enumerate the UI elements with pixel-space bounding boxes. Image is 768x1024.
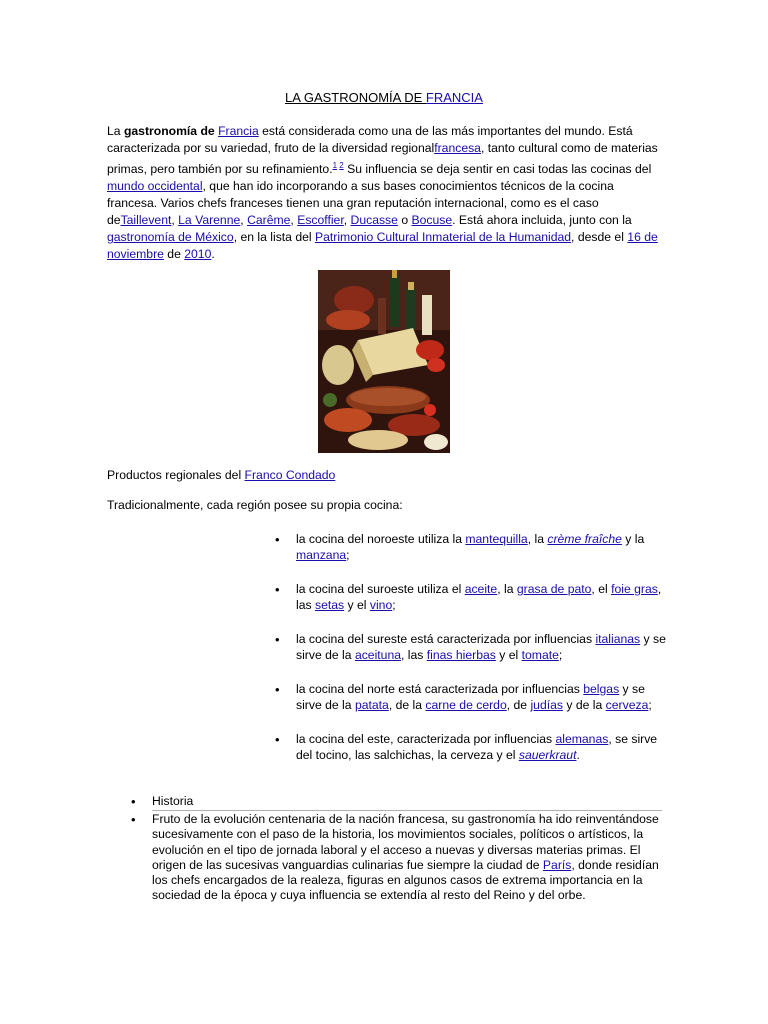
item-text: ; (648, 697, 652, 712)
item-text: , las (401, 647, 427, 662)
link-francesa[interactable]: francesa (434, 141, 481, 155)
link-setas[interactable]: setas (314, 597, 345, 612)
intro-text: Su influencia se deja sentir en casi todas las cocinas del (343, 162, 652, 177)
link-taillevent[interactable]: Taillevent (120, 213, 172, 228)
item-text: la cocina del este, caracterizada por influencias (296, 732, 556, 746)
intro-text: , que han ido incorporando a sus bases conocimientos técnicos de la cocina francesa. Varios chefs franceses tienen una gran reputación internacional, como es el caso de (107, 179, 614, 228)
item-text: , la (527, 532, 548, 546)
link-aceituna[interactable]: aceituna (354, 647, 402, 662)
regional-cuisine-list (296, 532, 666, 782)
food-still-life-image (318, 270, 450, 453)
intro-text: , en la lista del (233, 230, 315, 245)
intro-text: está considerada como una de las más importantes del mundo. Está caracterizada por su variedad, fruto de la diversidad regional (107, 124, 633, 155)
intro-bold-text: gastronomía de (123, 124, 219, 138)
item-text: , la (497, 582, 517, 596)
item-text: , de la (388, 697, 426, 712)
item-text: la cocina del norte está caracterizada por influencias (296, 682, 584, 696)
item-text: la cocina del sureste está caracterizada por influencias (296, 632, 596, 646)
link-aceite[interactable]: aceite (464, 582, 498, 596)
link-mundo-occidental[interactable]: mundo occidental (107, 179, 203, 194)
item-text: . (576, 747, 580, 762)
item-text: , las (296, 582, 662, 612)
item-text: y de la (562, 697, 606, 712)
link-italianas[interactable]: italianas (595, 632, 641, 646)
item-text: y la (621, 532, 645, 546)
history-paragraph (152, 812, 662, 903)
item-text: ; (346, 547, 350, 562)
intro-text: , (290, 213, 298, 228)
intro-text: , desde el (571, 230, 628, 245)
item-text: , se sirve del tocino, las salchichas, la cerveza y el (296, 732, 658, 762)
intro-text: o (397, 213, 412, 228)
link-franco-condado[interactable]: Franco Condado (244, 468, 336, 482)
intro-text: . (211, 247, 215, 262)
link-tomate[interactable]: tomate (521, 647, 559, 662)
title-link-francia[interactable]: FRANCIA (425, 90, 483, 105)
page-title (0, 90, 768, 105)
history-text: , donde residían los chefs encargados de la realeza, figuras en algunos casos de extrema importancia en la sociedad de la época y cuya influencia se extendía al resto del Reino y del orbe. (152, 857, 659, 903)
intro-text: de (163, 247, 185, 262)
link-patata[interactable]: patata (354, 697, 389, 712)
footnote-1[interactable]: 1 (332, 161, 338, 170)
link-francia[interactable]: Francia (218, 124, 259, 138)
link-patrimonio[interactable]: Patrimonio Cultural Inmaterial de la Humanidad (314, 230, 572, 245)
item-text: ; (392, 597, 396, 612)
link-creme-fraiche[interactable]: crème fraîche (547, 532, 622, 546)
intro-text: , tanto cultural como de materias primas, pero también por su refinamiento. (107, 141, 658, 177)
history-heading: • Historia (152, 794, 662, 811)
item-text: ; (558, 647, 563, 662)
intro-text: , (240, 213, 248, 228)
link-belgas[interactable]: belgas (583, 682, 620, 696)
traditional-paragraph: Tradicionalmente, cada región posee su propia cocina: (107, 498, 403, 512)
photo-caption (107, 468, 335, 482)
intro-text: . Está ahora incluida, junto con la (452, 213, 632, 228)
item-text: , el (591, 582, 612, 596)
link-alemanas[interactable]: alemanas (555, 732, 609, 746)
item-text: y el (495, 647, 522, 662)
link-gastronomia-mexico[interactable]: gastronomía de México (107, 230, 234, 245)
intro-text: La (107, 124, 124, 138)
link-paris[interactable]: París (542, 857, 572, 872)
title-text: LA GASTRONOMÍA DE (285, 90, 426, 105)
list-item-noroeste (296, 532, 666, 563)
item-text: y se sirve de la (296, 632, 666, 662)
list-item-norte (296, 682, 666, 713)
link-grasa-de-pato[interactable]: grasa de pato (516, 582, 592, 596)
item-text: la cocina del noroeste utiliza la (296, 532, 466, 546)
link-2010[interactable]: 2010 (184, 247, 212, 262)
link-finas-hierbas[interactable]: finas hierbas (426, 647, 496, 662)
item-text: y el (344, 597, 370, 612)
link-manzana[interactable]: manzana (296, 547, 347, 562)
link-careme[interactable]: Carême (247, 213, 291, 228)
item-text: la cocina del suroeste utiliza el (296, 582, 465, 596)
intro-text: , (343, 213, 351, 228)
link-ducasse[interactable]: Ducasse (350, 213, 398, 228)
footnote-2[interactable]: 2 (339, 161, 344, 170)
link-mantequilla[interactable]: mantequilla (465, 532, 528, 546)
list-item-suroeste (296, 582, 666, 613)
link-carne-de-cerdo[interactable]: carne de cerdo (425, 697, 507, 712)
regional-products-photo (318, 270, 450, 453)
link-escoffier[interactable]: Escoffier (297, 213, 344, 228)
intro-paragraph (107, 123, 659, 263)
caption-text: Productos regionales del (107, 468, 245, 482)
list-item-sureste (296, 632, 666, 663)
link-judias[interactable]: judías (530, 697, 563, 712)
history-list (152, 794, 662, 903)
link-sauerkraut[interactable]: sauerkraut (518, 747, 577, 762)
item-text: , de (506, 697, 531, 712)
link-cerveza[interactable]: cerveza (605, 697, 649, 712)
link-foie-gras[interactable]: foie gras (611, 582, 658, 596)
history-text: Fruto de la evolución centenaria de la nación francesa, su gastronomía ha ido reinventándose sucesivamente con el paso de la historia, los movimientos sociales, políticos o artísticos, la evolución en el tipo de jornada laboral y el acceso a nuevas y diversas materias primas. El origen de las sucesivas vanguardias culinarias fue siempre la ciudad de (152, 812, 659, 872)
link-16-noviembre[interactable]: 16 de noviembre (107, 230, 658, 262)
item-text: y se sirve de la (296, 682, 645, 712)
link-vino[interactable]: vino (369, 597, 393, 612)
link-bocuse[interactable]: Bocuse (411, 213, 453, 228)
link-la-varenne[interactable]: La Varenne (178, 213, 241, 228)
intro-text: , (171, 213, 179, 228)
list-item-este (296, 732, 666, 763)
